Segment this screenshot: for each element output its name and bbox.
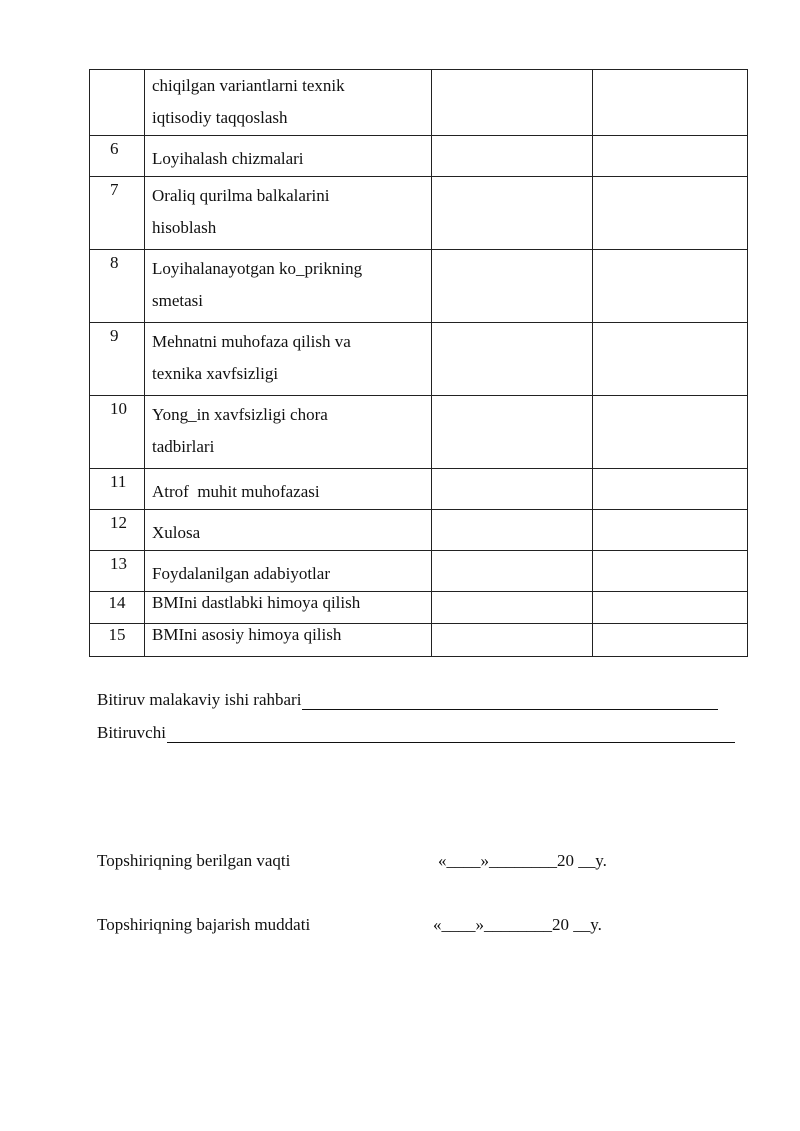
empty-cell — [432, 70, 593, 136]
topic-cell — [145, 469, 432, 510]
topic-line: Oraliq qurilma balkalarini — [152, 186, 330, 205]
issued-date-value[interactable]: «____»________20 __y. — [438, 851, 607, 870]
row-number: 10 — [110, 399, 127, 418]
row-number-cell — [90, 136, 145, 177]
empty-cell — [593, 136, 748, 177]
deadline-date-row — [97, 915, 602, 935]
empty-cell — [593, 624, 748, 657]
row-number-cell — [90, 250, 145, 323]
topic-line: Mehnatni muhofaza qilish va — [152, 332, 351, 351]
topic-cell — [145, 250, 432, 323]
row-number-cell — [90, 70, 145, 136]
topic-line: texnika xavfsizligi — [152, 364, 279, 383]
topic-cell — [145, 70, 432, 136]
empty-cell — [432, 177, 593, 250]
empty-cell — [432, 469, 593, 510]
topic-line: Yong_in xavfsizligi chora — [152, 405, 328, 424]
row-number: 13 — [110, 554, 127, 573]
topic-line: Xulosa — [152, 523, 201, 542]
topic-line: smetasi — [152, 291, 203, 310]
table-row — [90, 396, 748, 469]
topic-line: Atrof muhit muhofazasi — [152, 482, 320, 501]
empty-cell — [593, 592, 748, 624]
topic-line: Loyihalanayotgan ko_prikning — [152, 259, 363, 278]
table-row — [90, 177, 748, 250]
supervisor-signature-line — [97, 690, 718, 710]
row-number-cell — [90, 469, 145, 510]
empty-cell — [432, 551, 593, 592]
row-number: 6 — [110, 139, 119, 158]
table-row — [90, 250, 748, 323]
empty-cell — [432, 592, 593, 624]
deadline-date-value[interactable]: «____»________20 __y. — [433, 915, 602, 934]
graduate-signature-line — [97, 723, 735, 743]
empty-cell — [432, 624, 593, 657]
topic-cell — [145, 624, 432, 657]
topic-cell — [145, 136, 432, 177]
empty-cell — [432, 396, 593, 469]
row-number: 7 — [110, 180, 119, 199]
row-number-cell — [90, 177, 145, 250]
table-row — [90, 624, 748, 657]
table-row — [90, 551, 748, 592]
empty-cell — [432, 136, 593, 177]
topic-line: Foydalanilgan adabiyotlar — [152, 564, 330, 583]
table-row — [90, 510, 748, 551]
topic-line: BMIni dastlabki himoya qilish — [152, 593, 361, 612]
deadline-label: Topshiriqning bajarish muddati — [97, 915, 311, 934]
topic-cell — [145, 177, 432, 250]
table-row — [90, 70, 748, 136]
supervisor-signature-field[interactable] — [302, 691, 718, 710]
topic-line: chiqilgan variantlarni texnik — [152, 76, 345, 95]
topic-cell — [145, 551, 432, 592]
graduate-signature-field[interactable] — [167, 724, 735, 743]
issued-date-row — [97, 851, 607, 871]
empty-cell — [593, 70, 748, 136]
topic-line: BMIni asosiy himoya qilish — [152, 625, 342, 644]
empty-cell — [593, 250, 748, 323]
row-number: 9 — [110, 326, 119, 345]
empty-cell — [593, 177, 748, 250]
topic-line: hisoblash — [152, 218, 217, 237]
row-number-cell — [90, 551, 145, 592]
task-schedule-table — [89, 69, 748, 657]
topic-cell — [145, 592, 432, 624]
supervisor-label: Bitiruv malakaviy ishi rahbari — [97, 690, 302, 709]
row-number: 11 — [110, 472, 127, 491]
empty-cell — [432, 323, 593, 396]
empty-cell — [593, 469, 748, 510]
empty-cell — [593, 551, 748, 592]
issued-label: Topshiriqning berilgan vaqti — [97, 851, 291, 870]
empty-cell — [593, 510, 748, 551]
row-number-cell — [90, 396, 145, 469]
empty-cell — [432, 250, 593, 323]
empty-cell — [593, 396, 748, 469]
topic-line: iqtisodiy taqqoslash — [152, 108, 288, 127]
topic-line: Loyihalash chizmalari — [152, 149, 304, 168]
empty-cell — [432, 510, 593, 551]
table-row — [90, 592, 748, 624]
row-number-cell — [90, 323, 145, 396]
table-row — [90, 469, 748, 510]
empty-cell — [593, 323, 748, 396]
row-number: 15 — [108, 625, 126, 644]
row-number: 12 — [110, 513, 127, 532]
topic-cell — [145, 510, 432, 551]
row-number-cell — [90, 510, 145, 551]
graduate-label: Bitiruvchi — [97, 723, 166, 742]
table-row — [90, 323, 748, 396]
topic-cell — [145, 396, 432, 469]
row-number: 14 — [108, 593, 126, 612]
table-row — [90, 136, 748, 177]
row-number: 8 — [110, 253, 119, 272]
topic-line: tadbirlari — [152, 437, 215, 456]
topic-cell — [145, 323, 432, 396]
row-number-cell — [90, 624, 145, 657]
row-number-cell — [90, 592, 145, 624]
